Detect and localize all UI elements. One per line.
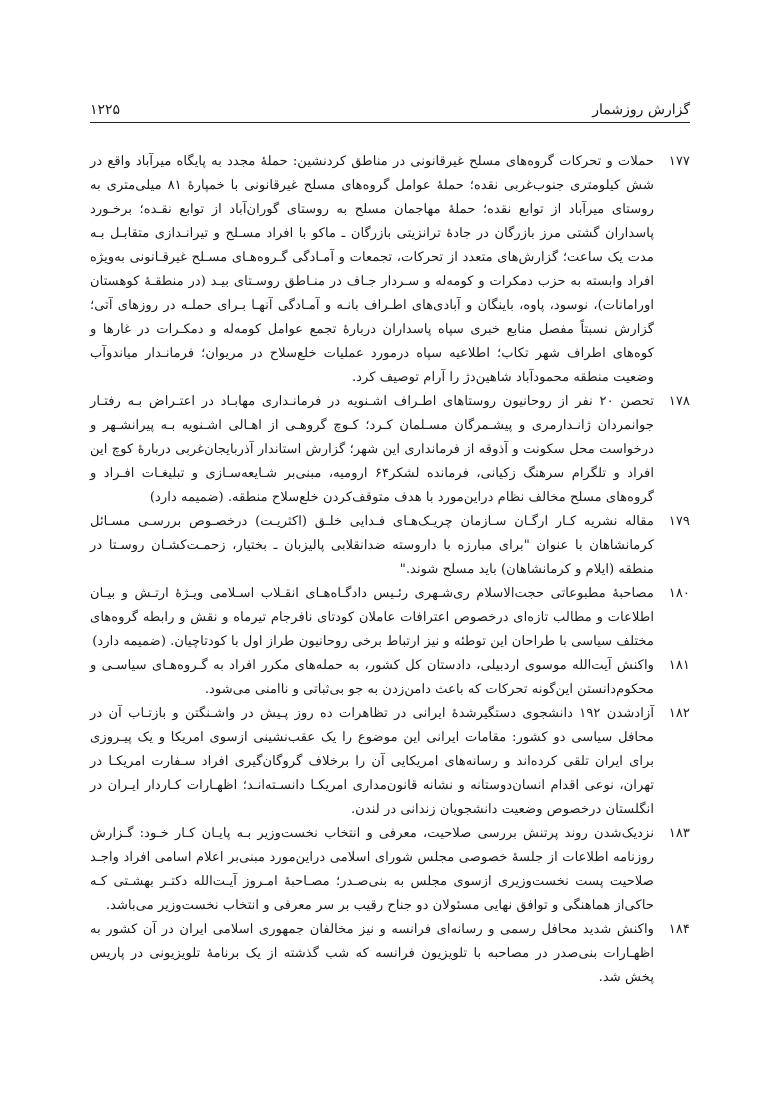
entry-number: ۱۷۷ xyxy=(668,154,690,169)
entry-184 xyxy=(90,918,690,990)
entry-181 xyxy=(90,654,690,702)
entry-182 xyxy=(90,702,690,822)
entry-text: آزادشدن ۱۹۲ دانشجوی دستگیرشدهٔ ایرانی در تظاهرات ده روز پـیش در واشـنگتن و بازتـاب آن در محافل سیاسی دو کشور: مقامات ایرانی این موضوع را یک عقب‌نشینی ازسوی امریکا و یک پیـروزی برای ایران تلقی کرده‌اند و رسانه‌های امریکایی آن را برخلاف گروگان‌گیری افراد سـفارت امریکـا در تهران، نوعی اقدام انسان‌دوستانه و نشانه قانون‌مداری امریکـا دانسـته‌انـد؛ اظهـارات کـاردار ایـران در انگلستان درخصوص وضعیت دانشجویان زندانی در لندن. xyxy=(90,706,655,817)
page-number: ۱۲۲۵ xyxy=(90,102,121,118)
entry-text: واکنش آیت‌الله موسوی اردبیلی، دادستان کل کشور، به حمله‌های مکرر افراد به گـروه‌هـای سیاسـی و محکوم‌دانستن این‌گونه تحرکات که باعث دامن‌زدن به جو بی‌ثباتی و ناامنی می‌شود. xyxy=(90,658,654,697)
entry-183 xyxy=(90,822,690,918)
entry-number: ۱۸۱ xyxy=(668,658,690,673)
entry-number: ۱۸۰ xyxy=(668,586,690,601)
entry-179 xyxy=(90,510,690,582)
entry-number: ۱۷۹ xyxy=(668,514,690,529)
entry-number: ۱۷۸ xyxy=(668,394,690,409)
entry-180 xyxy=(90,582,690,654)
entry-177 xyxy=(90,150,690,390)
page-header xyxy=(90,92,690,123)
entry-text: تحصن ۲۰ نفر از روحانیون روستاهای اطـراف اشـنویه در فرمانـداری مهابـاد در اعتـراض بـه رفتـار جوانمردان ژانـدارمری و پیشـمرگان مسـلمان کـرد؛ کـوچ گروهـی از اهـالی اشـنویه بـه پیرانشـهر و درخواست محل سکونت و آذوقه از فرمانداری این شهر؛ گزارش استاندار آذربایجان‌غربی دربارهٔ کوچ این افراد و تلگرام سرهنگ زکیانی، فرمانده لشکر۶۴ ارومیه، مبنی‌بر شـایعه‌سـازی و تبلیغـات افـراد و گروه‌های مسلح مخالف نظام دراین‌مورد با هدف متوقف‌کردن خلع‌سلاح منطقه. (ضمیمه دارد) xyxy=(90,394,654,505)
entry-text: حملات و تحرکات گروه‌های مسلح غیرقانونی در مناطق کردنشین: حملهٔ مجدد به پایگاه میرآباد واقع در شش کیلومتری جنوب‌غربی نقده؛ حملهٔ عوامل گروه‌های مسلح غیرقانونی با خمپارهٔ ۸۱ میلی‌متری به روستای میرآباد از توابع نقده؛ حملهٔ مهاجمان مسلح به روستای گوران‌آباد از توابع نقـده؛ برخـورد پاسداران گشتی مرز بازرگان در جادهٔ ترانزیتی بازرگان ـ ماکو با افراد مسـلح و تیرانـدازی متقابـل بـه مدت یک ساعت؛ گزارش‌های متعدد از تحرکات، تجمعات و آمـادگی گـروه‌هـای مسـلح غیرقـانونی به‌ویژه افراد وابسته به حزب دمکرات و کومه‌له و سـردار جـاف در منـاطق روسـتای بیـد (در منطقـهٔ کوهستان اورامانات)، نوسود، پاوه، باینگان و آبادی‌های اطـراف بانـه و آمـادگی آنهـا بـرای حملـه در روزهای آتی؛ گزارش نسبتاً مفصل منابع خبری سپاه پاسداران دربارهٔ تجمع عوامل کومه‌له و دمکـرات در غارها و کوه‌های اطراف شهر تکاب؛ اطلاعیه سپاه درمورد عملیات خلع‌سلاح در مریوان؛ فرمانـدار میاندوآب وضعیت منطقه محمودآباد شاهین‌دژ را آرام توصیف کرد. xyxy=(90,154,654,385)
entry-text: واکنش شدید محافل رسمی و رسانه‌ای فرانسه و نیز مخالفان جمهوری اسلامی ایران در آن کشور به اظهـارات بنی‌صدر در مصاحبه با تلویزیون فرانسه که شب گذشته از یک برنامهٔ تلویزیونی در پاریس پخش شد. xyxy=(90,922,654,985)
entry-number: ۱۸۳ xyxy=(668,826,690,841)
entry-text: نزدیک‌شدن روند پرتنش بررسی صلاحیت، معرفی و انتخاب نخست‌وزیر بـه پایـان کـار خـود: گـزارش روزنامه اطلاعات از جلسهٔ خصوصی مجلس شورای اسلامی دراین‌مورد مبنی‌بر اعلام اسامی افراد واجـد صلاحیت پست نخست‌وزیری ازسوی مجلس به بنی‌صـدر؛ مصـاحبهٔ امـروز آیـت‌الله دکتـر بهشـتی کـه حاکی‌از هماهنگی و توافق نهایی مسئولان دو جناح رقیب بر سر معرفی و انتخاب نخست‌وزیر می‌باشد. xyxy=(90,826,654,913)
entry-text: مصاحبهٔ مطبوعاتی حجت‌الاسلام ری‌شـهری رئـیس دادگـاه‌هـای انقـلاب اسـلامی ویـژهٔ ارتـش و بیـان اطلاعات و مطالب تازه‌ای درخصوص اعترافات عاملان کودتای نافرجام تیرماه و نقش و رابطه گروه‌های مختلف سیاسی با طراحان این توطئه و نیز ارتباط برخی روحانیون طراز اول با کودتاچیان. (ضمیمه دارد) xyxy=(90,586,654,649)
entry-number: ۱۸۴ xyxy=(668,922,690,937)
entries-list xyxy=(90,150,690,990)
entry-178 xyxy=(90,390,690,510)
entry-number: ۱۸۲ xyxy=(668,706,690,721)
running-title: گزارش روزشمار xyxy=(592,102,690,118)
entry-text: مقاله نشریه کـار ارگـان سـازمان چریـک‌هـای فـدایی خلـق (اکثریـت) درخصـوص بررسـی مسـائل کرمانشاهان با عنوان "برای مبارزه با داروسته ضدانقلابی پالیزبان ـ بختیار، زحمـت‌کشـان روسـتا در منطقه (ایلام و کرمانشاهان) باید مسلح شوند." xyxy=(90,514,654,577)
